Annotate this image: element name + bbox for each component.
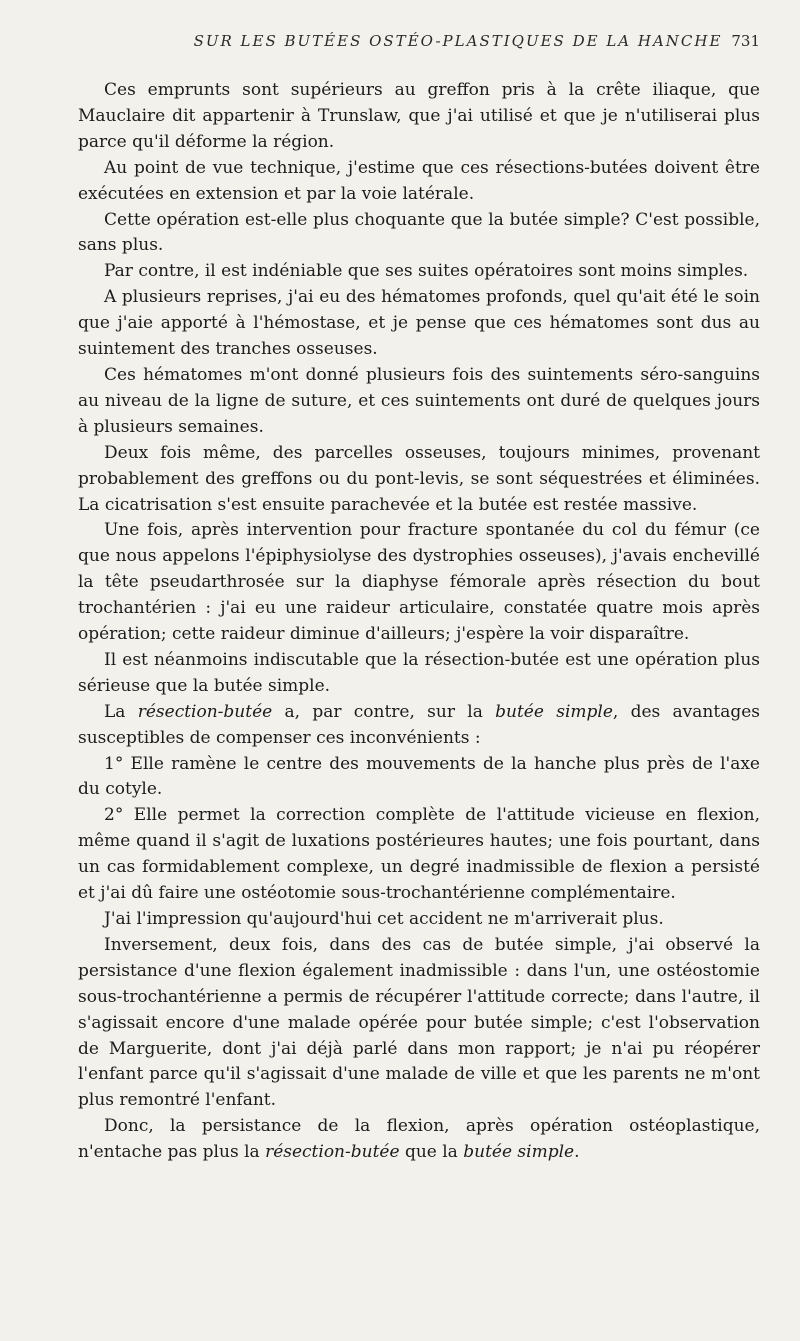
text-run: , des avantages susceptibles de compenser ces inconvénients : <box>78 701 761 748</box>
text-run: . <box>574 1142 580 1163</box>
paragraph: 1° Elle ramène le centre des mouvements de la hanche plus près de l'axe du cotyle. <box>78 753 760 800</box>
paragraph: Ces emprunts sont supérieurs au greffon pris à la crête iliaque, que Mauclaire dit appartenir à Trunslaw, que j'ai utilisé et que je n'utiliserai plus parce qu'il déforme la région. <box>78 80 760 152</box>
paragraph: Cette opération est-elle plus choquante que la butée simple? C'est possible, sans plus. <box>78 209 760 256</box>
italic-term: résection-butée <box>265 1142 400 1163</box>
italic-term: butée simple <box>495 701 613 722</box>
text-run: Donc, la persistance de la flexion, après opération ostéoplastique, n'entache pas plus la <box>78 1116 760 1163</box>
page-header <box>78 0 760 78</box>
paragraph: Une fois, après intervention pour fracture spontanée du col du fémur (ce que nous appelons l'épiphysiolyse des dystrophies osseuses), j'avais enchevillé la tête pseudarthrosée sur la diaphyse fémorale après résection du bout trochantérien : j'ai eu une raideur articulaire, constatée quatre mois après opération; cette raideur diminue d'ailleurs; j'espère la voir disparaître. <box>78 520 760 645</box>
running-title: SUR LES BUTÉES OSTÉO-PLASTIQUES DE LA HANCHE <box>193 32 723 50</box>
paragraph: Ces hématomes m'ont donné plusieurs fois des suintements séro-sanguins au niveau de la ligne de suture, et ces suintements ont duré de quelques jours à plusieurs semaines. <box>78 364 760 437</box>
italic-term: résection-butée <box>137 701 273 722</box>
paragraph: Il est néanmoins indiscutable que la résection-butée est une opération plus sérieuse que la butée simple. <box>78 649 760 696</box>
paragraph: Inversement, deux fois, dans des cas de butée simple, j'ai observé la persistance d'une flexion également inadmissible : dans l'un, une ostéostomie sous-trochantérienne a permis de récupérer l'attitude correcte; dans l'autre, il s'agissait encore d'une malade opérée pour butée simple; c'est l'observation de Marguerite, dont j'ai déjà parlé dans mon rapport; je n'ai pu réopérer l'enfant parce qu'il s'agissait d'une malade de ville et que les parents ne m'ont plus remontré l'enfant. <box>78 934 760 1111</box>
text-run: que la <box>399 1142 464 1163</box>
paragraph: 2° Elle permet la correction complète de l'attitude vicieuse en flexion, même quand il s'agit de luxations postérieures hautes; une fois pourtant, dans un cas formidablement complexe, un degré inadmissible de flexion a persisté et j'ai dû faire une ostéotomie sous-trochantérienne complémentaire. <box>78 805 760 904</box>
paragraph: Deux fois même, des parcelles osseuses, toujours minimes, provenant probablement des greffons ou du pont-levis, se sont séquestrées et éliminées. La cicatrisation s'est ensuite parachevée et la butée est restée massive. <box>78 442 760 515</box>
paragraph: A plusieurs reprises, j'ai eu des hématomes profonds, quel qu'ait été le soin que j'aie apporté à l'hémostase, et je pense que ces hématomes sont dus au suintement des tranches osseuses. <box>78 287 760 360</box>
body-text <box>78 78 760 1166</box>
paragraph: Par contre, il est indéniable que ses suites opératoires sont moins simples. <box>104 261 749 282</box>
paragraph <box>78 700 760 752</box>
text-run: La <box>104 701 138 722</box>
paragraph: J'ai l'impression qu'aujourd'hui cet accident ne m'arriverait plus. <box>104 909 664 929</box>
italic-term: butée simple <box>463 1142 575 1163</box>
text-run: a, par contre, sur la <box>272 701 496 722</box>
paragraph: Au point de vue technique, j'estime que ces résections-butées doivent être exécutées en extension et par la voie latérale. <box>78 157 760 204</box>
paragraph <box>78 1114 760 1166</box>
page-number: 731 <box>731 32 760 50</box>
